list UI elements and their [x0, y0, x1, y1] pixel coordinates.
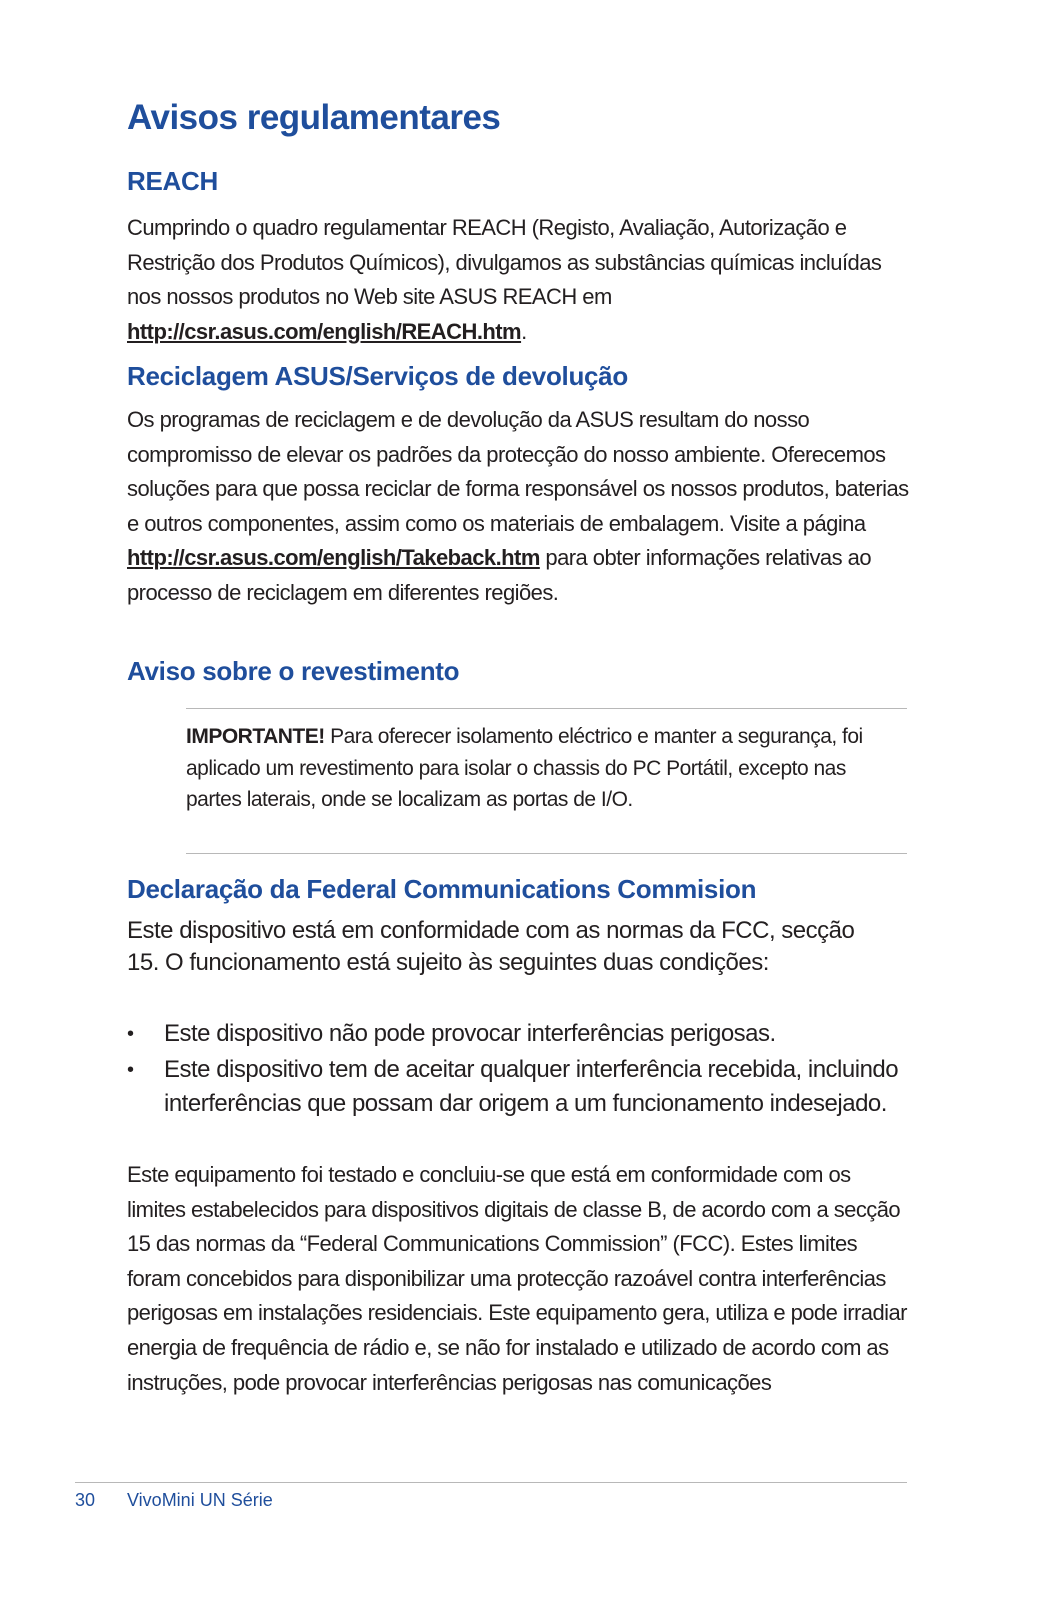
- fcc-intro: Este dispositivo está em conformidade com as normas da FCC, secção 15. O funcionamento está sujeito às seguintes duas condições:: [127, 917, 855, 976]
- footer-product-name: VivoMini UN Série: [127, 1490, 273, 1510]
- fcc-body: Este equipamento foi testado e concluiu-se que está em conformidade com os limites estabelecidos para dispositivos digitais de classe B, de acordo com a secção 15 das normas da “Federal Communications Commission” (FCC). Estes limites foram concebidos para disponibilizar uma protecção razoável contra interferências perigosas em instalações residenciais. Este equipamento gera, utiliza e pode irradiar energia de frequência de rádio e, se não for instalado e utilizado de acordo com as instruções, pode provocar interferências perigosas nas comunicações: [127, 1162, 907, 1395]
- takeback-link[interactable]: http://csr.asus.com/english/Takeback.htm: [127, 545, 540, 571]
- important-body: Para oferecer isolamento eléctrico e manter a segurança, foi aplicado um revestimento para isolar o chassis do PC Portátil, excepto nas partes laterais, onde se localizam as portas de I/O.: [186, 725, 863, 811]
- list-item: [127, 1053, 907, 1122]
- recycling-heading: Reciclagem ASUS/Serviços de devolução: [127, 361, 628, 391]
- important-notice-box: [186, 708, 907, 854]
- coating-heading: Aviso sobre o revestimento: [127, 656, 460, 686]
- page-title: Avisos regulamentares: [127, 98, 501, 137]
- recycling-paragraph: [127, 403, 912, 611]
- important-label: IMPORTANTE!: [186, 725, 325, 748]
- fcc-heading: Declaração da Federal Communications Commision: [127, 874, 757, 904]
- bullet-icon: •: [127, 1058, 134, 1081]
- page-number: 30: [75, 1490, 96, 1510]
- reach-paragraph: [127, 211, 907, 349]
- footer-divider: [75, 1482, 907, 1483]
- important-notice-text: [186, 721, 886, 816]
- list-item: [127, 1017, 907, 1052]
- recycling-text: Os programas de reciclagem e de devolução da ASUS resultam do nosso compromisso de elevar os padrões da protecção do nosso ambiente. Oferecemos soluções para que possa reciclar de forma responsável os nossos produtos, baterias e outros componentes, assim como os materiais de embalagem. Visite a página: [127, 407, 909, 536]
- reach-text-end: .: [521, 318, 527, 344]
- list-item-text: Este dispositivo tem de aceitar qualquer interferência recebida, incluindo interferências que possam dar origem a um funcionamento indesejado.: [164, 1055, 899, 1117]
- reach-link[interactable]: http://csr.asus.com/english/REACH.htm: [127, 318, 522, 344]
- reach-text: Cumprindo o quadro regulamentar REACH (Registo, Avaliação, Autorização e Restrição dos Produtos Químicos), divulgamos as substâncias químicas incluídas nos nossos produtos no Web site ASUS REACH em: [127, 215, 882, 310]
- fcc-conditions-list: [127, 1017, 907, 1123]
- bullet-icon: •: [127, 1023, 134, 1045]
- list-item-text: Este dispositivo não pode provocar interferências perigosas.: [164, 1020, 776, 1047]
- reach-heading: REACH: [127, 166, 218, 196]
- recycling-text-end: para obter informações relativas ao processo de reciclagem em diferentes regiões.: [127, 545, 872, 605]
